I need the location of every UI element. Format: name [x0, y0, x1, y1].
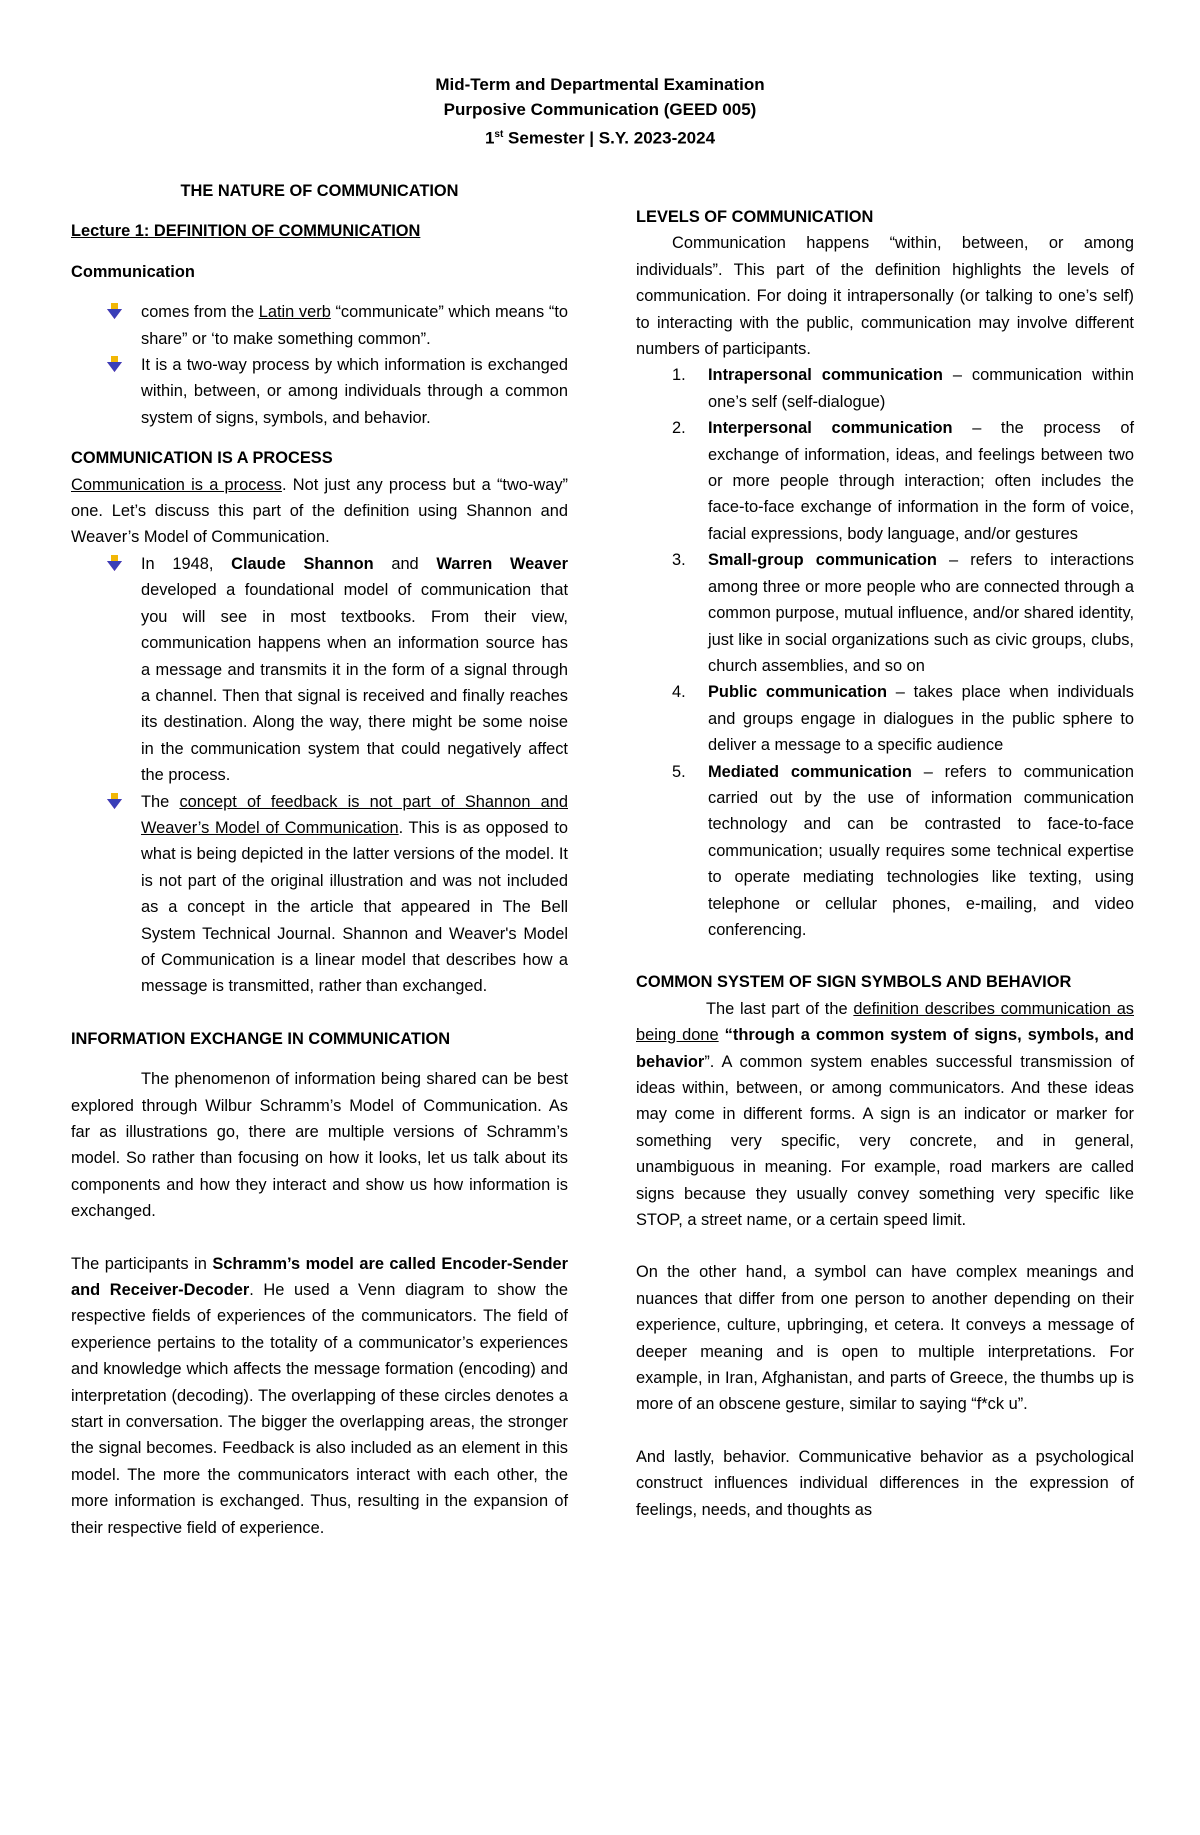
behavior-paragraph: And lastly, behavior. Communicative behavior as a psychological construct influences individual differences in the expression of feelings, needs, and thoughts as	[636, 1447, 1134, 1519]
info-exchange-heading: INFORMATION EXCHANGE IN COMMUNICATION	[71, 1029, 451, 1048]
process-heading: COMMUNICATION IS A PROCESS	[71, 449, 333, 468]
symbol-paragraph: On the other hand, a symbol can have complex meanings and nuances that differ from one person to another depending on their experience, culture, upbringing, et cetera. It conveys a message of deeper meaning and is open to multiple interpretations. For example, in Iran, Afghanistan, and parts of Greece, the thumbs up is more of an obscene gesture, similar to saying “f*ck u”.	[636, 1263, 1134, 1414]
common-system-heading: COMMON SYSTEM OF SIGN SYMBOLS AND BEHAVIOR	[636, 973, 1072, 992]
levels-intro: Communication happens “within, between, or among individuals”. This part of the definition highlights the levels of communication. For doing it intrapersonally (or talking to one’s self) to interacting with the public, communication may involve different numbers of participants.	[636, 234, 1134, 359]
bullet-item: It is a two-way process by which information is exchanged within, between, or among individuals through a common system of signs, symbols, and behavior.	[71, 352, 568, 431]
header-line-3: 1st Semester | S.Y. 2023-2024	[484, 128, 716, 148]
arrow-bullet-icon	[107, 793, 122, 809]
levels-heading: LEVELS OF COMMUNICATION	[636, 208, 874, 226]
info-paragraph-1: The phenomenon of information being shared can be best explored through Wilbur Schramm’s Model of Communication. As far as illustrations go, there are multiple versions of Schramm’s model. So rather than focusing on how it looks, let us talk about its components and how they interact and show us how information is exchanged.	[71, 1070, 568, 1221]
communication-heading: Communication	[71, 262, 195, 281]
common-system-paragraph: The last part of the definition describes communication as being done “through a common system of signs, symbols, and behavior”. A common system enables successful transmission of ideas within, between, or among communicators. And these ideas may come in different forms. A sign is an indicator or marker for something very specific, very concrete, and in general, unambiguous in meaning. For example, road markers are called signs because they usually convey something very specific like STOP, a street name, or a certain speed limit.	[636, 999, 1135, 1230]
list-item: 3. Small-group communication – refers to interactions among three or more people who are connected through a common purpose, mutual influence, and/or shared identity, just like in social organizations such as civic groups, clubs, church assemblies, and so on	[672, 551, 1134, 675]
levels-list	[636, 362, 1134, 943]
list-item: 4. Public communication – takes place when individuals and groups engage in dialogues in the public sphere to deliver a message to a specific audience	[672, 683, 1135, 755]
arrow-bullet-icon	[107, 303, 122, 319]
bullet-item: In 1948, Claude Shannon and Warren Weaver developed a foundational model of communication that you will see in most textbooks. From their view, communication happens when an information source has a message and transmits it in the form of a signal through a channel. Then that signal is received and finally reaches its destination. Along the way, there might be some noise in the communication system that could negatively affect the process.	[71, 551, 568, 789]
info-paragraph-2: The participants in Schramm’s model are called Encoder-Sender and Receiver-Decoder. He used a Venn diagram to show the respective fields of experiences of the communicators. The field of experience pertains to the totality of a communicator’s experiences and knowledge which affects the message formation (encoding) and interpretation (decoding). The overlapping of these circles denotes a start in conversation. The bigger the overlapping areas, the stronger the signal becomes. Feedback is also included as an element in this model. The more the communicators interact with each other, the more information is exchanged. Thus, resulting in the expansion of their respective field of experience.	[71, 1254, 568, 1537]
section-title: THE NATURE OF COMMUNICATION	[180, 182, 459, 200]
right-column	[636, 204, 1134, 1523]
arrow-bullet-icon	[107, 555, 122, 571]
header-line-2: Purposive Communication (GEED 005)	[443, 100, 757, 119]
bullet-item: The concept of feedback is not part of Shannon and Weaver’s Model of Communication. This is as opposed to what is being depicted in the latter versions of the model. It is not part of the original illustration and was not included as a concept in the article that appeared in The Bell System Technical Journal. Shannon and Weaver's Model of Communication is a linear model that describes how a message is transmitted, rather than exchanged.	[71, 789, 568, 1000]
header-line-1: Mid-Term and Departmental Examination	[435, 75, 765, 94]
lecture-title: Lecture 1: DEFINITION OF COMMUNICATION	[71, 222, 421, 241]
list-item: 1. Intrapersonal communication – communication within one’s self (self-dialogue)	[672, 366, 1134, 411]
left-column	[71, 178, 568, 1541]
process-paragraph: Communication is a process. Not just any process but a “two-way” one. Let’s discuss this part of the definition using Shannon and Weaver’s Model of Communication.	[71, 475, 568, 547]
list-item: 2. Interpersonal communication – the process of exchange of information, ideas, and feelings between two or more people through interaction; often includes the face-to-face exchange of information in the form of voice, facial expressions, body language, and/or gestures	[672, 419, 1134, 543]
list-item: 5. Mediated communication – refers to communication carried out by the use of information communication technology and can be contrasted to face-to-face communication; usually requires some technical expertise to operate mediating technologies like texting, using telephone or cellular phones, e-mailing, and video conferencing.	[672, 762, 1134, 939]
exam-header	[0, 72, 1200, 151]
arrow-bullet-icon	[107, 356, 122, 372]
bullet-item: comes from the Latin verb “communicate” which means “to share” or ‘to make something common”.	[71, 299, 568, 352]
